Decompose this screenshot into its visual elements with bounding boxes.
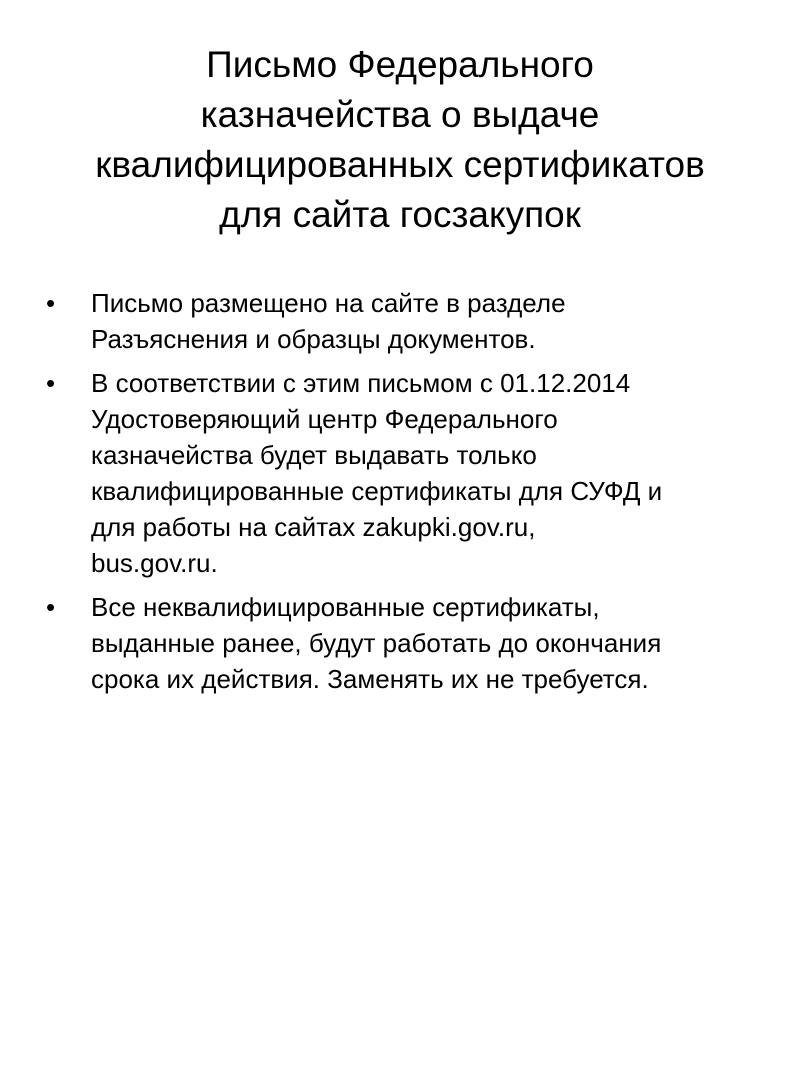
bullet-text-line: Разъяснения и образцы документов. xyxy=(91,324,536,354)
title-line: для сайта госзакупок xyxy=(219,194,581,235)
bullet-text-line: В соответствии с этим письмом с 01.12.2014 xyxy=(91,368,631,398)
bullet-text-line: квалифицированные сертификаты для СУФД и xyxy=(91,476,663,506)
bullet-dot-icon: • xyxy=(46,288,56,318)
bullet-item xyxy=(46,589,766,697)
slide-title xyxy=(40,40,760,240)
title-line: квалифицированных сертификатов xyxy=(95,144,705,185)
bullet-dot-icon: • xyxy=(46,368,56,398)
bullet-text-line: срока их действия. Заменять их не требуется. xyxy=(91,664,649,694)
title-line: Письмо Федерального xyxy=(206,44,594,85)
bullet-text-line: Все неквалифицированные сертификаты, xyxy=(91,592,600,622)
bullet-dot-icon: • xyxy=(46,592,56,622)
title-line: казначейства о выдаче xyxy=(200,94,600,135)
bullet-item xyxy=(46,365,766,581)
bullet-text-line: Письмо размещено на сайте в разделе xyxy=(91,288,566,318)
bullet-text-line: для работы на сайтах zakupki.gov.ru, xyxy=(91,512,536,542)
bullet-text-line: bus.gov.ru. xyxy=(91,548,218,578)
bullet-text-line: Удостоверяющий центр Федерального xyxy=(91,404,558,434)
bullet-text-line: казначейства будет выдавать только xyxy=(91,440,537,470)
bullet-list xyxy=(46,285,766,705)
bullet-item xyxy=(46,285,766,357)
bullet-text-line: выданные ранее, будут работать до окончания xyxy=(91,628,662,658)
